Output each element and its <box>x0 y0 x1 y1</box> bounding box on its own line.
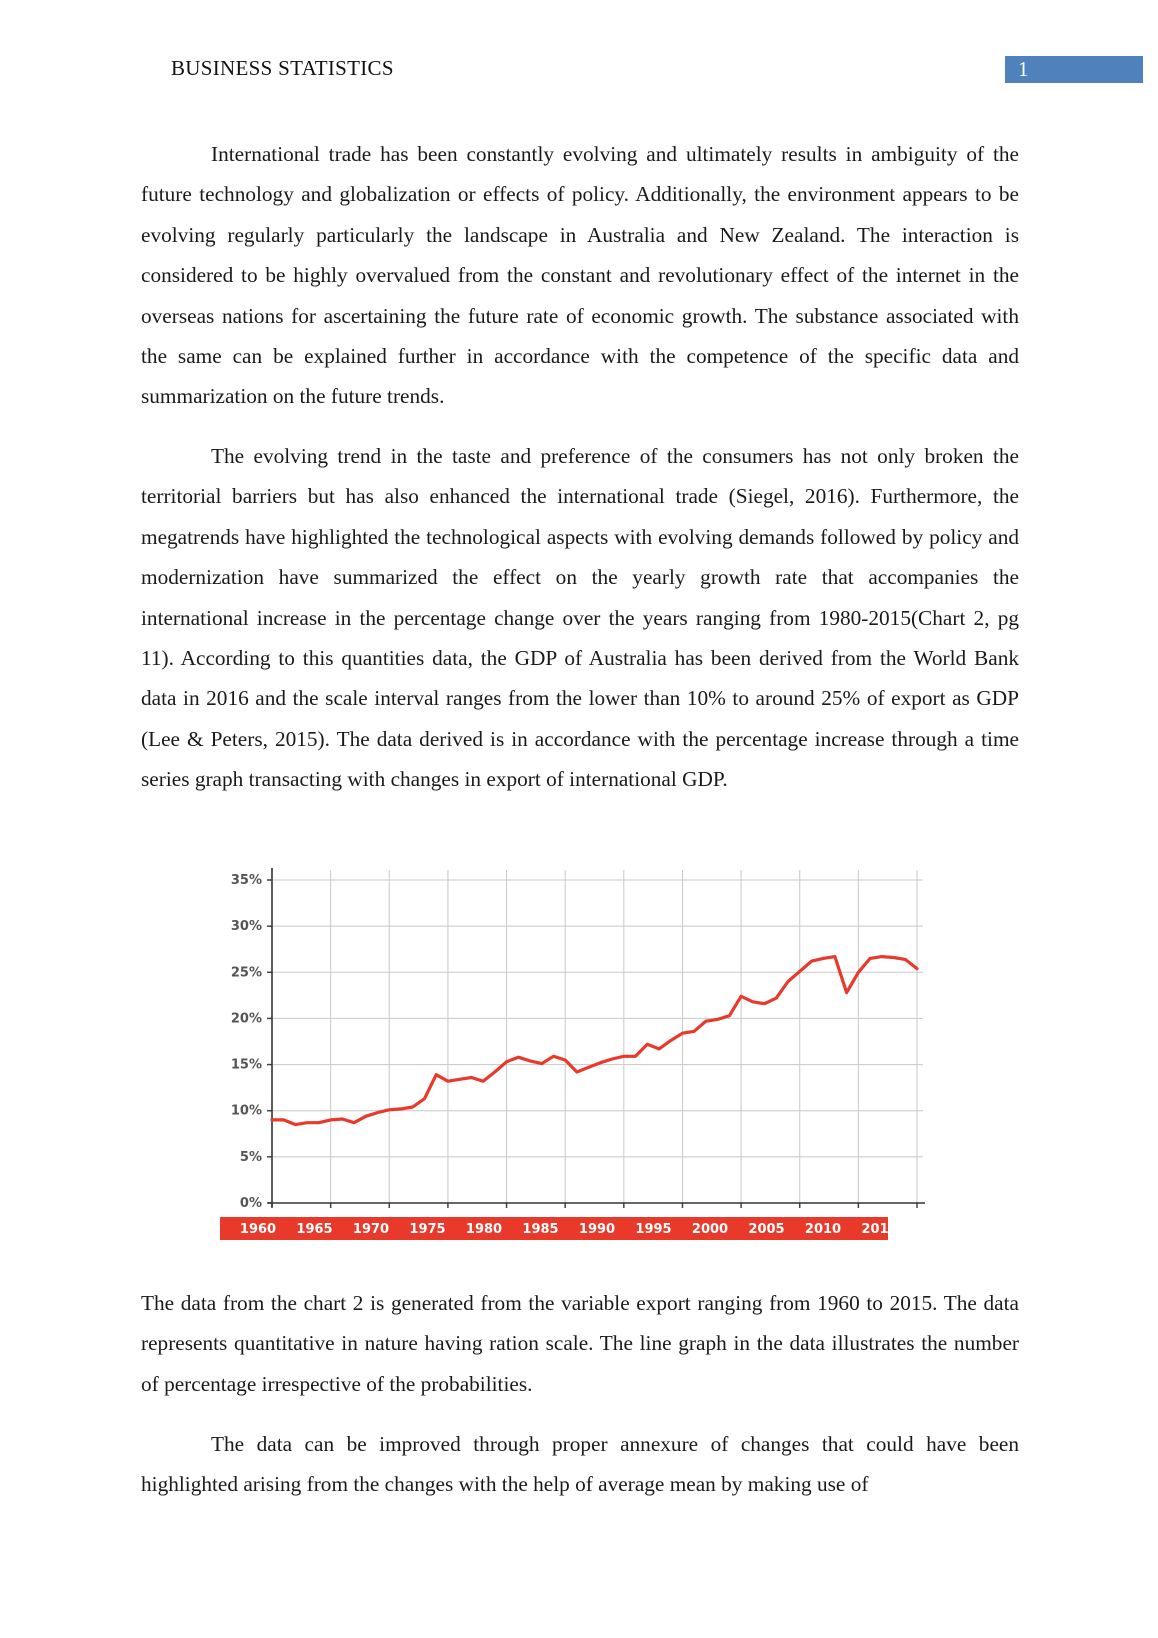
x-tick-label: 1985 <box>522 1222 559 1237</box>
x-tick-label: 1990 <box>578 1222 616 1237</box>
paragraph-4-text: The data can be improved through proper annexure of changes that could have been highlighted arising from the changes with the help of average mean by making use of <box>141 1432 1019 1497</box>
series-line <box>272 957 917 1125</box>
x-tick-label: 1965 <box>296 1222 333 1237</box>
y-tick-label: 20% <box>230 1011 262 1027</box>
paragraph-1-text: International trade has been constantly evolving and ultimately results in ambiguity of the future technology and globalization or effects of policy. Additionally, the environment appears to be evolving regularly particularly the landscape in Australia and New Zealand. The interaction is considered to be highly overvalued from the constant and revolutionary effect of the internet in the overseas nations for ascertaining the future rate of economic growth. The substance associated with the same can be explained further in accordance with the competence of the specific data and summarization on the future trends. <box>141 142 1019 409</box>
paragraph-2 <box>141 436 1019 800</box>
paragraph-3 <box>141 1283 1019 1404</box>
page-number: 1 <box>1005 56 1143 83</box>
y-tick-label: 30% <box>230 919 262 935</box>
paragraph-1 <box>141 134 1019 417</box>
paragraph-4 <box>141 1424 1019 1505</box>
y-tick-label: 15% <box>230 1057 262 1073</box>
paragraph-2-text: The evolving trend in the taste and preference of the consumers has not only broken the territorial barriers but has also enhanced the international trade (Siegel, 2016). Furthermore, the megatrends have highlighted the technological aspects with evolving demands followed by policy and modernization have summarized the effect on the yearly growth rate that accompanies the international increase in the percentage change over the years ranging from 1980-2015(Chart 2, pg 11). According to this quantities data, the GDP of Australia has been derived from the World Bank data in 2016 and the scale interval ranges from the lower than 10% to around 25% of export as GDP (Lee & Peters, 2015). The data derived is in accordance with the percentage increase through a time series graph transacting with changes in export of international GDP. <box>141 444 1019 792</box>
paragraph-3-text: The data from the chart 2 is generated from the variable export ranging from 1960 to 2015. The data represents quantitative in nature having ration scale. The line graph in the data illustrates the number of percentage irrespective of the probabilities. <box>141 1291 1019 1396</box>
y-tick-label: 25% <box>230 965 262 981</box>
export-line-chart <box>220 866 940 1260</box>
x-tick-label: 1995 <box>635 1222 672 1237</box>
chart-svg <box>220 866 940 1260</box>
x-tick-label: 2015 <box>861 1222 898 1237</box>
x-tick-label: 1960 <box>239 1222 277 1237</box>
x-tick-label: 1975 <box>409 1222 446 1237</box>
x-tick-label: 2010 <box>804 1222 842 1237</box>
x-tick-label: 1980 <box>465 1222 503 1237</box>
x-tick-label: 1970 <box>352 1222 390 1237</box>
x-tick-label: 2000 <box>691 1222 729 1237</box>
y-tick-label: 10% <box>230 1103 262 1119</box>
y-tick-label: 0% <box>239 1196 262 1211</box>
y-tick-label: 35% <box>230 873 262 888</box>
running-head: BUSINESS STATISTICS <box>171 56 394 80</box>
x-tick-label: 2005 <box>748 1222 785 1237</box>
y-tick-label: 5% <box>239 1149 262 1165</box>
